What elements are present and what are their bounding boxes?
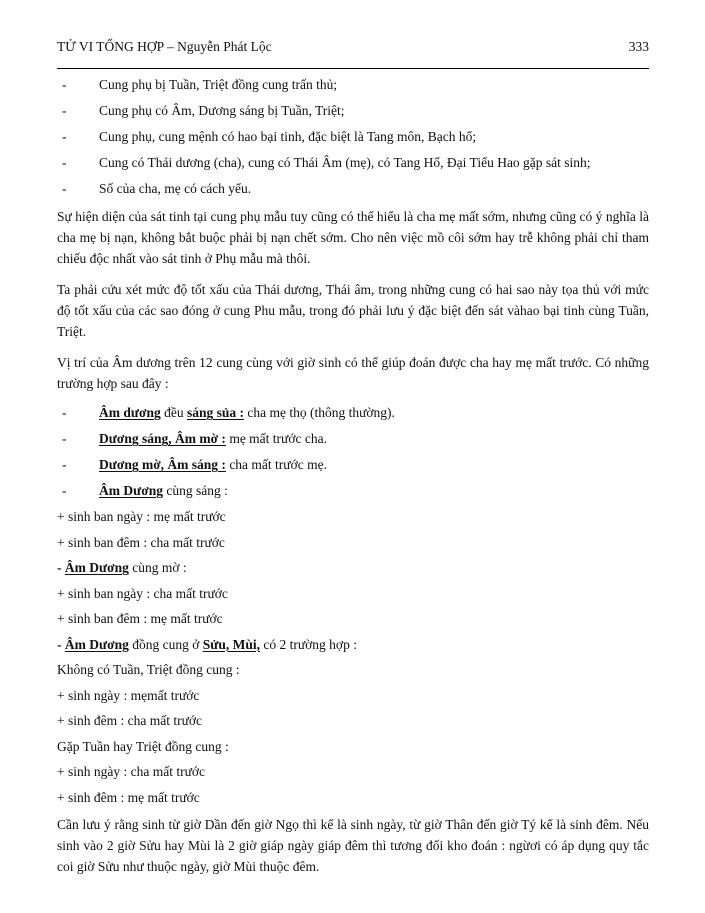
case-normal-text: cha mẹ thọ (thông thường).	[244, 405, 395, 420]
header-divider	[57, 68, 649, 69]
condition-line: Không có Tuần, Triệt đồng cung :	[57, 662, 240, 677]
list-item-text: Cung có Thái dương (cha), cung có Thái Âm (mẹ), có Tang Hổ, Đại Tiểu Hao gặp sát sinh;	[99, 155, 591, 170]
page-number: 333	[628, 39, 649, 54]
plus-line: + sinh đêm : cha mất trước	[57, 713, 203, 728]
dash-marker: -	[62, 103, 67, 118]
paragraph-thai-duong: Ta phải cứu xét mức độ tốt xấu của Thái dương, Thái âm, trong những cung có hai sao này tọa thủ với mức độ tốt xấu của các sao đóng ở cung Phu mẫu, trong đó phải lưu ý đặc biệt đến sát vàhao bại tinh cùng Tuần, Triệt.	[57, 282, 649, 339]
list-item	[57, 180, 649, 197]
dash-marker: -	[57, 636, 65, 652]
plus-line: + sinh đêm : mẹ mất trước	[57, 789, 200, 805]
dash-marker: -	[62, 77, 67, 92]
list-item-text: Cung phụ bị Tuần, Triệt đồng cung trấn thủ;	[99, 77, 338, 92]
plus-line: + sinh ban ngày : mẹ mất trước	[57, 509, 226, 524]
case-keyword: Dương sáng, Âm mờ :	[99, 431, 226, 446]
case-list-item	[57, 430, 649, 447]
list-item	[57, 76, 649, 93]
case-keyword: Âm Dương	[64, 560, 129, 575]
page-header	[57, 38, 649, 55]
case-keyword: Dương mờ, Âm sáng :	[99, 457, 226, 472]
case-keyword: Âm Dương	[99, 483, 163, 498]
case-keyword: Âm Dương	[64, 636, 129, 652]
dash-heading-line	[57, 636, 649, 653]
dash-heading-line	[57, 559, 649, 576]
case-normal-text: đồng cung ở	[128, 636, 203, 652]
paragraph-vi-tri: Vị trí của Âm dương trên 12 cung cùng với giờ sinh có thể giúp đoán được cha hay mẹ mất trước. Có những trường hợp sau đây :	[57, 355, 649, 391]
case-keyword: Sửu, Mùi,	[202, 636, 260, 652]
paragraph-sat-tinh: Sự hiện diện của sát tinh tại cung phụ mẫu tuy cũng có thể hiểu là cha mẹ mất sớm, nhưng cũng có ý nghĩa là cha mẹ bị nạn, không bắt buộc phải bị nạn chết sớm. Cho nên việc mồ côi sớm hay trễ không phải chỉ tham chiếu độc nhất vào sát tinh ở Phụ mẫu mà thôi.	[57, 209, 649, 266]
closing-paragraph: Cần lưu ý rằng sinh từ giờ Dần đến giờ Ngọ thì kể là sinh ngày, từ giờ Thân đến giờ Tý kể là sinh đêm. Nếu sinh vào 2 giờ Sửu hay Mùi là 2 giờ giáp ngày giáp đêm thì tương đối kho đoán : ngừơi có áp dụng quy tắc coi giờ Sửu như thuộc ngày, giờ Mùi thuộc đêm.	[57, 817, 649, 874]
plus-line: + sinh ban đêm : mẹ mất trước	[57, 611, 223, 626]
case-normal-text: cùng mờ :	[128, 560, 187, 575]
case-keyword: Âm dương	[99, 405, 161, 420]
condition-line: Gặp Tuần hay Triệt đồng cung :	[57, 738, 229, 754]
case-text	[99, 456, 649, 473]
dash-marker: -	[62, 129, 67, 144]
case-list-item	[57, 404, 649, 421]
case-normal-text: cha mất trước mẹ.	[225, 457, 327, 472]
dash-marker: -	[57, 560, 65, 575]
list-item-text: Số của cha, mẹ có cách yểu.	[99, 181, 252, 196]
plus-line: + sinh ngày : mẹmất trước	[57, 687, 200, 703]
list-item-text: Cung phụ, cung mệnh có hao bại tinh, đặc biệt là Tang môn, Bạch hổ;	[99, 129, 477, 144]
plus-line: + sinh ban ngày : cha mất trước	[57, 585, 228, 601]
list-item	[57, 128, 649, 145]
plus-line: + sinh ban đêm : cha mất trước	[57, 534, 225, 550]
case-keyword: sáng sủa :	[186, 405, 244, 420]
case-list-item	[57, 456, 649, 473]
case-normal-text: mẹ mất trước cha.	[225, 431, 327, 446]
case-normal-text: cùng sáng :	[162, 483, 228, 498]
case-normal-text: có 2 trường hợp :	[259, 636, 357, 652]
list-item	[57, 154, 649, 171]
plus-line: + sinh ngày : cha mất trước	[57, 764, 206, 779]
case-list-item	[57, 482, 649, 499]
dash-marker: -	[62, 431, 67, 446]
list-item-text: Cung phụ có Âm, Dương sáng bị Tuần, Triệt;	[99, 103, 345, 118]
book-title: TỬ VI TỔNG HỢP – Nguyễn Phát Lộc	[57, 39, 272, 54]
dash-marker: -	[62, 405, 67, 420]
case-text	[99, 404, 649, 421]
dash-marker: -	[62, 457, 67, 472]
case-normal-text: đều	[160, 405, 187, 420]
dash-marker: -	[62, 155, 67, 170]
dash-marker: -	[62, 181, 67, 196]
case-text	[99, 430, 649, 447]
list-item	[57, 102, 649, 119]
dash-marker: -	[62, 483, 67, 498]
case-text	[99, 482, 649, 499]
